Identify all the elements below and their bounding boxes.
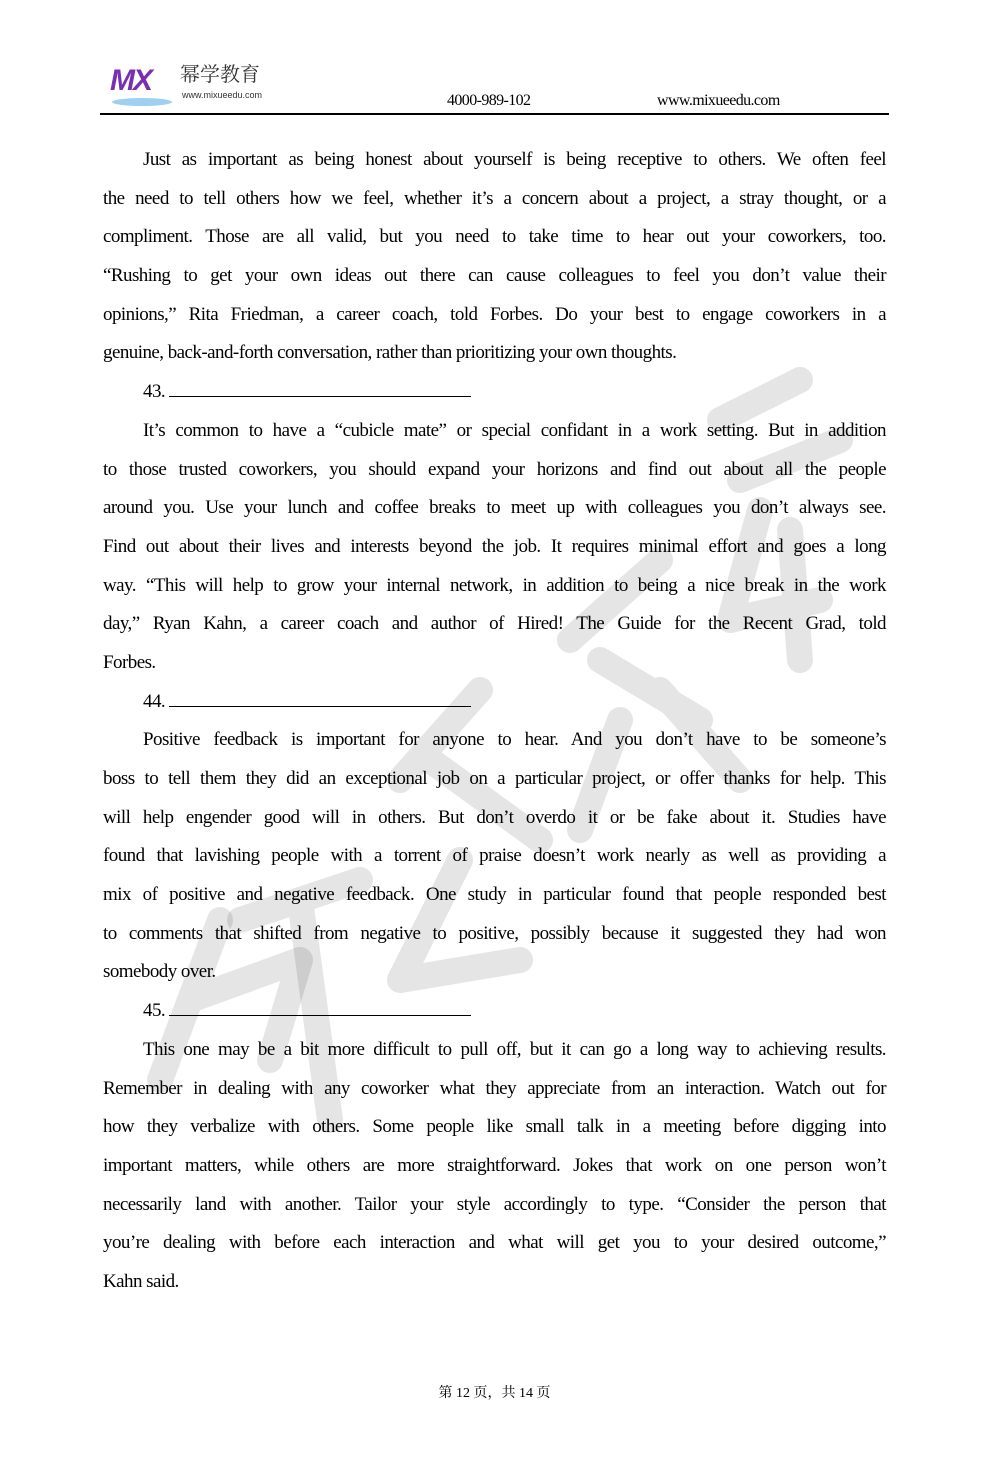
logo-name: 幂学教育	[180, 64, 260, 86]
text-line: Positive feedback is important for anyone to hear. And you don’t have to be someone’s	[143, 729, 886, 751]
text-line: This one may be a bit more difficult to pull off, but it can go a long way to achieving results.	[143, 1038, 886, 1060]
answer-blank-line	[169, 376, 471, 397]
text-line: Forbes.	[103, 651, 156, 673]
text-line: how they verbalize with others. Some people like small talk in a meeting before digging into	[103, 1116, 886, 1138]
text-line: to comments that shifted from negative to positive, possibly because it suggested they had won	[103, 922, 886, 944]
text-line: somebody over.	[103, 961, 216, 983]
logo-wave-icon	[112, 98, 172, 106]
text-line: Remember in dealing with any coworker what they appreciate from an interaction. Watch out for	[103, 1077, 886, 1099]
text-line: It’s common to have a “cubicle mate” or special confidant in a work setting. But in addition	[143, 419, 886, 441]
paragraph	[103, 412, 886, 683]
text-line: to those trusted coworkers, you should expand your horizons and find out about all the people	[103, 458, 886, 480]
logo	[110, 64, 290, 108]
text-line: day,” Ryan Kahn, a career coach and author of Hired! The Guide for the Recent Grad, told	[103, 613, 886, 635]
text-line: found that lavishing people with a torrent of praise doesn’t work nearly as well as providing a	[103, 845, 886, 867]
document-body	[103, 141, 886, 1302]
text-line: opinions,” Rita Friedman, a career coach, told Forbes. Do your best to engage coworkers in a	[103, 303, 886, 325]
paragraph	[103, 1031, 886, 1302]
text-line: necessarily land with another. Tailor your style accordingly to type. “Consider the person that	[103, 1193, 886, 1215]
header-website: www.mixueedu.com	[657, 92, 780, 109]
paragraph	[103, 141, 886, 373]
question-blank	[103, 373, 886, 412]
text-line: compliment. Those are all valid, but you need to take time to hear out your coworkers, too.	[103, 226, 886, 248]
text-line: around you. Use your lunch and coffee breaks to meet up with colleagues you don’t always see.	[103, 497, 886, 519]
header-phone: 4000-989-102	[447, 92, 531, 109]
text-line: boss to tell them they did an exceptional job on a particular project, or offer thanks for help. This	[103, 768, 886, 789]
text-line: genuine, back-and-forth conversation, rather than prioritizing your own thoughts.	[103, 342, 677, 364]
text-line: will help engender good will in others. But don’t overdo it or be fake about it. Studies have	[103, 806, 886, 828]
text-line: the need to tell others how we feel, whether it’s a concern about a project, a stray thought, or a	[103, 187, 886, 209]
text-line: you’re dealing with before each interaction and what will get you to your desired outcome,”	[103, 1232, 886, 1254]
text-line: “Rushing to get your own ideas out there can cause colleagues to feel you don’t value their	[103, 265, 886, 287]
question-blank	[103, 992, 886, 1031]
text-line: mix of positive and negative feedback. One study in particular found that people responded best	[103, 884, 886, 906]
page-footer: 第 12 页，共 14 页	[438, 1386, 551, 1401]
text-line: Just as important as being honest about yourself is being receptive to others. We often feel	[143, 149, 886, 170]
paragraph	[103, 721, 886, 992]
answer-blank-line	[169, 686, 471, 707]
question-number: 43.	[143, 381, 166, 403]
text-line: way. “This will help to grow your internal network, in addition to being a nice break in the work	[103, 574, 886, 596]
logo-mark: MX	[110, 64, 151, 97]
text-line: Find out about their lives and interests beyond the job. It requires minimal effort and goes a long	[103, 535, 886, 557]
answer-blank-line	[169, 995, 471, 1016]
question-blank	[103, 683, 886, 722]
header-rule	[100, 113, 889, 115]
text-line: Kahn said.	[103, 1270, 179, 1292]
text-line: important matters, while others are more straightforward. Jokes that work on one person won’t	[103, 1154, 886, 1176]
logo-url: www.mixueedu.com	[182, 90, 263, 100]
question-number: 44.	[143, 690, 166, 712]
question-number: 45.	[143, 1000, 166, 1022]
